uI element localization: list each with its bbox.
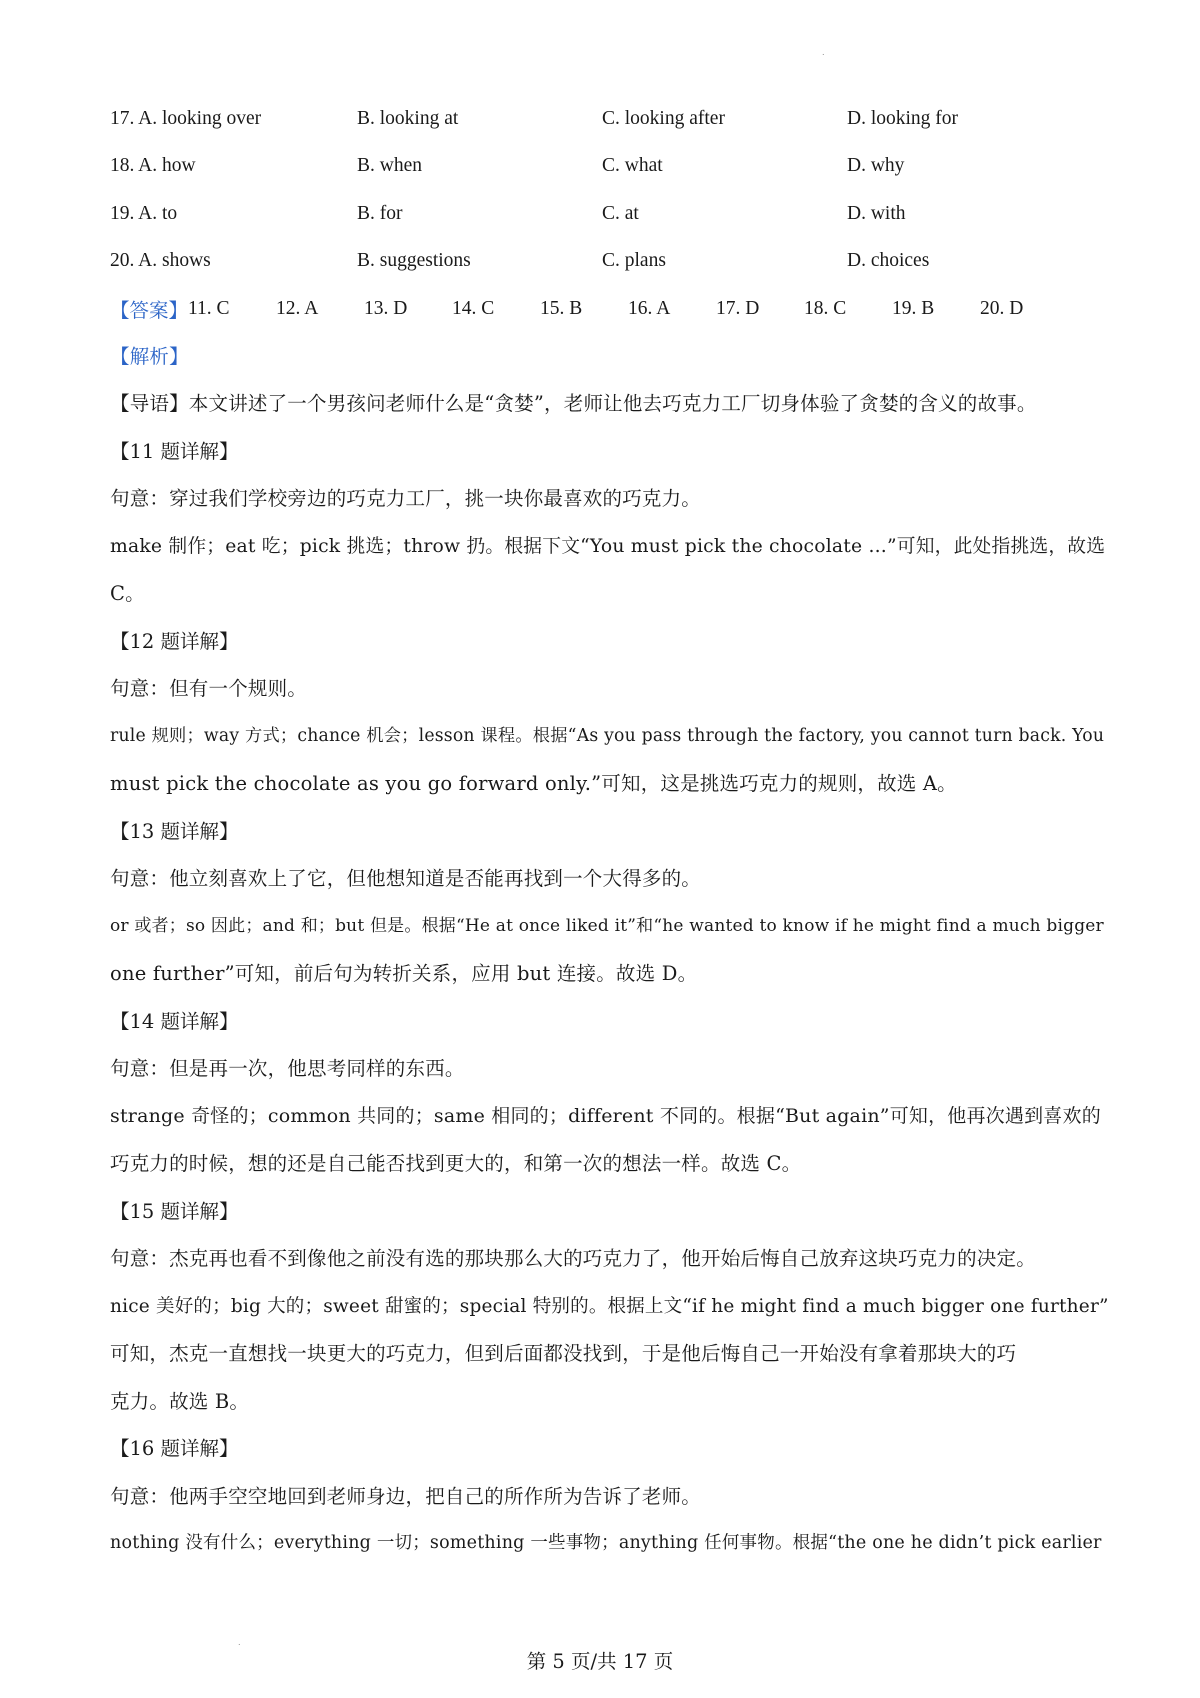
option-d: D. why — [847, 155, 905, 177]
option-a: 18. A. how — [110, 155, 196, 177]
option-row-17 — [110, 95, 1110, 143]
answer-item: 15. B — [540, 297, 583, 319]
analysis-tag: 【解析】 — [110, 344, 189, 368]
answer-list — [188, 298, 1068, 320]
answer-item: 19. B — [892, 297, 935, 319]
answer-item: 20. D — [980, 297, 1024, 319]
option-a: 17. A. looking over — [110, 107, 262, 129]
section-16 — [110, 1425, 1110, 1568]
section-line: 句意：他两手空空地回到老师身边，把自己的所作所为告诉了老师。 — [110, 1484, 702, 1508]
option-b: B. looking at — [357, 107, 459, 129]
section-heading: 【14 题详解】 — [110, 1009, 239, 1033]
option-row-18 — [110, 143, 1110, 191]
option-c: C. looking after — [602, 107, 725, 129]
answer-item: 12. A — [276, 297, 319, 319]
option-b: B. for — [357, 202, 403, 224]
option-d: D. with — [847, 202, 906, 224]
section-line: C。 — [110, 582, 145, 605]
options-block — [110, 95, 1110, 285]
option-a: 19. A. to — [110, 202, 178, 224]
answer-item: 13. D — [364, 297, 408, 319]
section-13 — [110, 808, 1110, 998]
section-line: 句意：穿过我们学校旁边的巧克力工厂，挑一块你最喜欢的巧克力。 — [110, 487, 702, 510]
option-a: 20. A. shows — [110, 250, 211, 272]
section-12 — [110, 618, 1110, 808]
section-heading: 【16 题详解】 — [110, 1437, 239, 1460]
intro-text: 【导语】本文讲述了一个男孩问老师什么是“贪婪”，老师让他去巧克力工厂切身体验了贪婪的含义的故事。 — [110, 392, 1037, 415]
section-line: make 制作；eat 吃；pick 挑选；throw 扔。根据下文“You must pick the chocolate ...”可知，此处指挑选，故选 — [110, 535, 1106, 557]
option-d: D. looking for — [847, 107, 959, 129]
section-line: must pick the chocolate as you go forward only.”可知，这是挑选巧克力的规则，故选 A。 — [110, 772, 957, 795]
option-c: C. what — [602, 155, 663, 177]
section-line: one further”可知，前后句为转折关系，应用 but 连接。故选 D。 — [110, 962, 698, 985]
section-11 — [110, 428, 1110, 618]
answer-item: 11. C — [188, 297, 230, 319]
answer-item: 18. C — [804, 297, 847, 319]
option-b: B. when — [357, 155, 422, 177]
answer-item: 17. D — [716, 297, 760, 319]
section-heading: 【11 题详解】 — [110, 439, 239, 463]
section-line: 句意：但有一个规则。 — [110, 677, 308, 700]
answer-row — [110, 285, 1110, 333]
section-line: 句意：他立刻喜欢上了它，但他想知道是否能再找到一个大得多的。 — [110, 867, 702, 890]
section-heading: 【12 题详解】 — [110, 629, 239, 653]
section-15 — [110, 1188, 1110, 1426]
option-b: B. suggestions — [357, 250, 471, 272]
answer-item: 14. C — [452, 297, 495, 319]
section-line: nice 美好的；big 大的；sweet 甜蜜的；special 特别的。根据上文“if he might find a much bigger one further” — [110, 1295, 1109, 1317]
section-14 — [110, 998, 1110, 1188]
option-row-19 — [110, 190, 1110, 238]
section-line: nothing 没有什么；everything 一切；something 一些事物；anything 任何事物。根据“the one he didn’t pick earlier — [110, 1533, 1102, 1553]
section-line: 巧克力的时候，想的还是自己能否找到更大的，和第一次的想法一样。故选 C。 — [110, 1152, 802, 1175]
section-line: 可知，杰克一直想找一块更大的巧克力，但到后面都没找到，于是他后悔自己一开始没有拿着那块大的巧 — [110, 1342, 1017, 1365]
section-heading: 【15 题详解】 — [110, 1199, 239, 1223]
section-line: 克力。故选 B。 — [110, 1389, 250, 1413]
section-line: rule 规则；way 方式；chance 机会；lesson 课程。根据“As you pass through the factory, you cannot turn back. You — [110, 725, 1105, 746]
answer-tag: 【答案】 — [110, 300, 189, 322]
section-line: strange 奇怪的；common 共同的；same 相同的；different 不同的。根据“But again”可知，他再次遇到喜欢的 — [110, 1104, 1101, 1127]
section-line: 句意：杰克再也看不到像他之前没有选的那块那么大的巧克力了，他开始后悔自己放弃这块巧克力的决定。 — [110, 1247, 1036, 1270]
answer-item: 16. A — [628, 297, 671, 319]
section-line: 句意：但是再一次，他思考同样的东西。 — [110, 1057, 465, 1080]
scan-dot: . — [238, 1638, 241, 1647]
section-heading: 【13 题详解】 — [110, 819, 239, 843]
option-d: D. choices — [847, 250, 930, 272]
page-footer: 第 5 页/共 17 页 — [526, 1650, 674, 1673]
option-c: C. plans — [602, 250, 666, 272]
document-page — [110, 95, 1110, 1568]
option-c: C. at — [602, 202, 639, 224]
option-row-20 — [110, 238, 1110, 286]
section-line: or 或者；so 因此；and 和；but 但是。根据“He at once liked it”和“he wanted to know if he might find a much bigger — [110, 915, 1104, 936]
scan-dot: . — [822, 48, 825, 57]
